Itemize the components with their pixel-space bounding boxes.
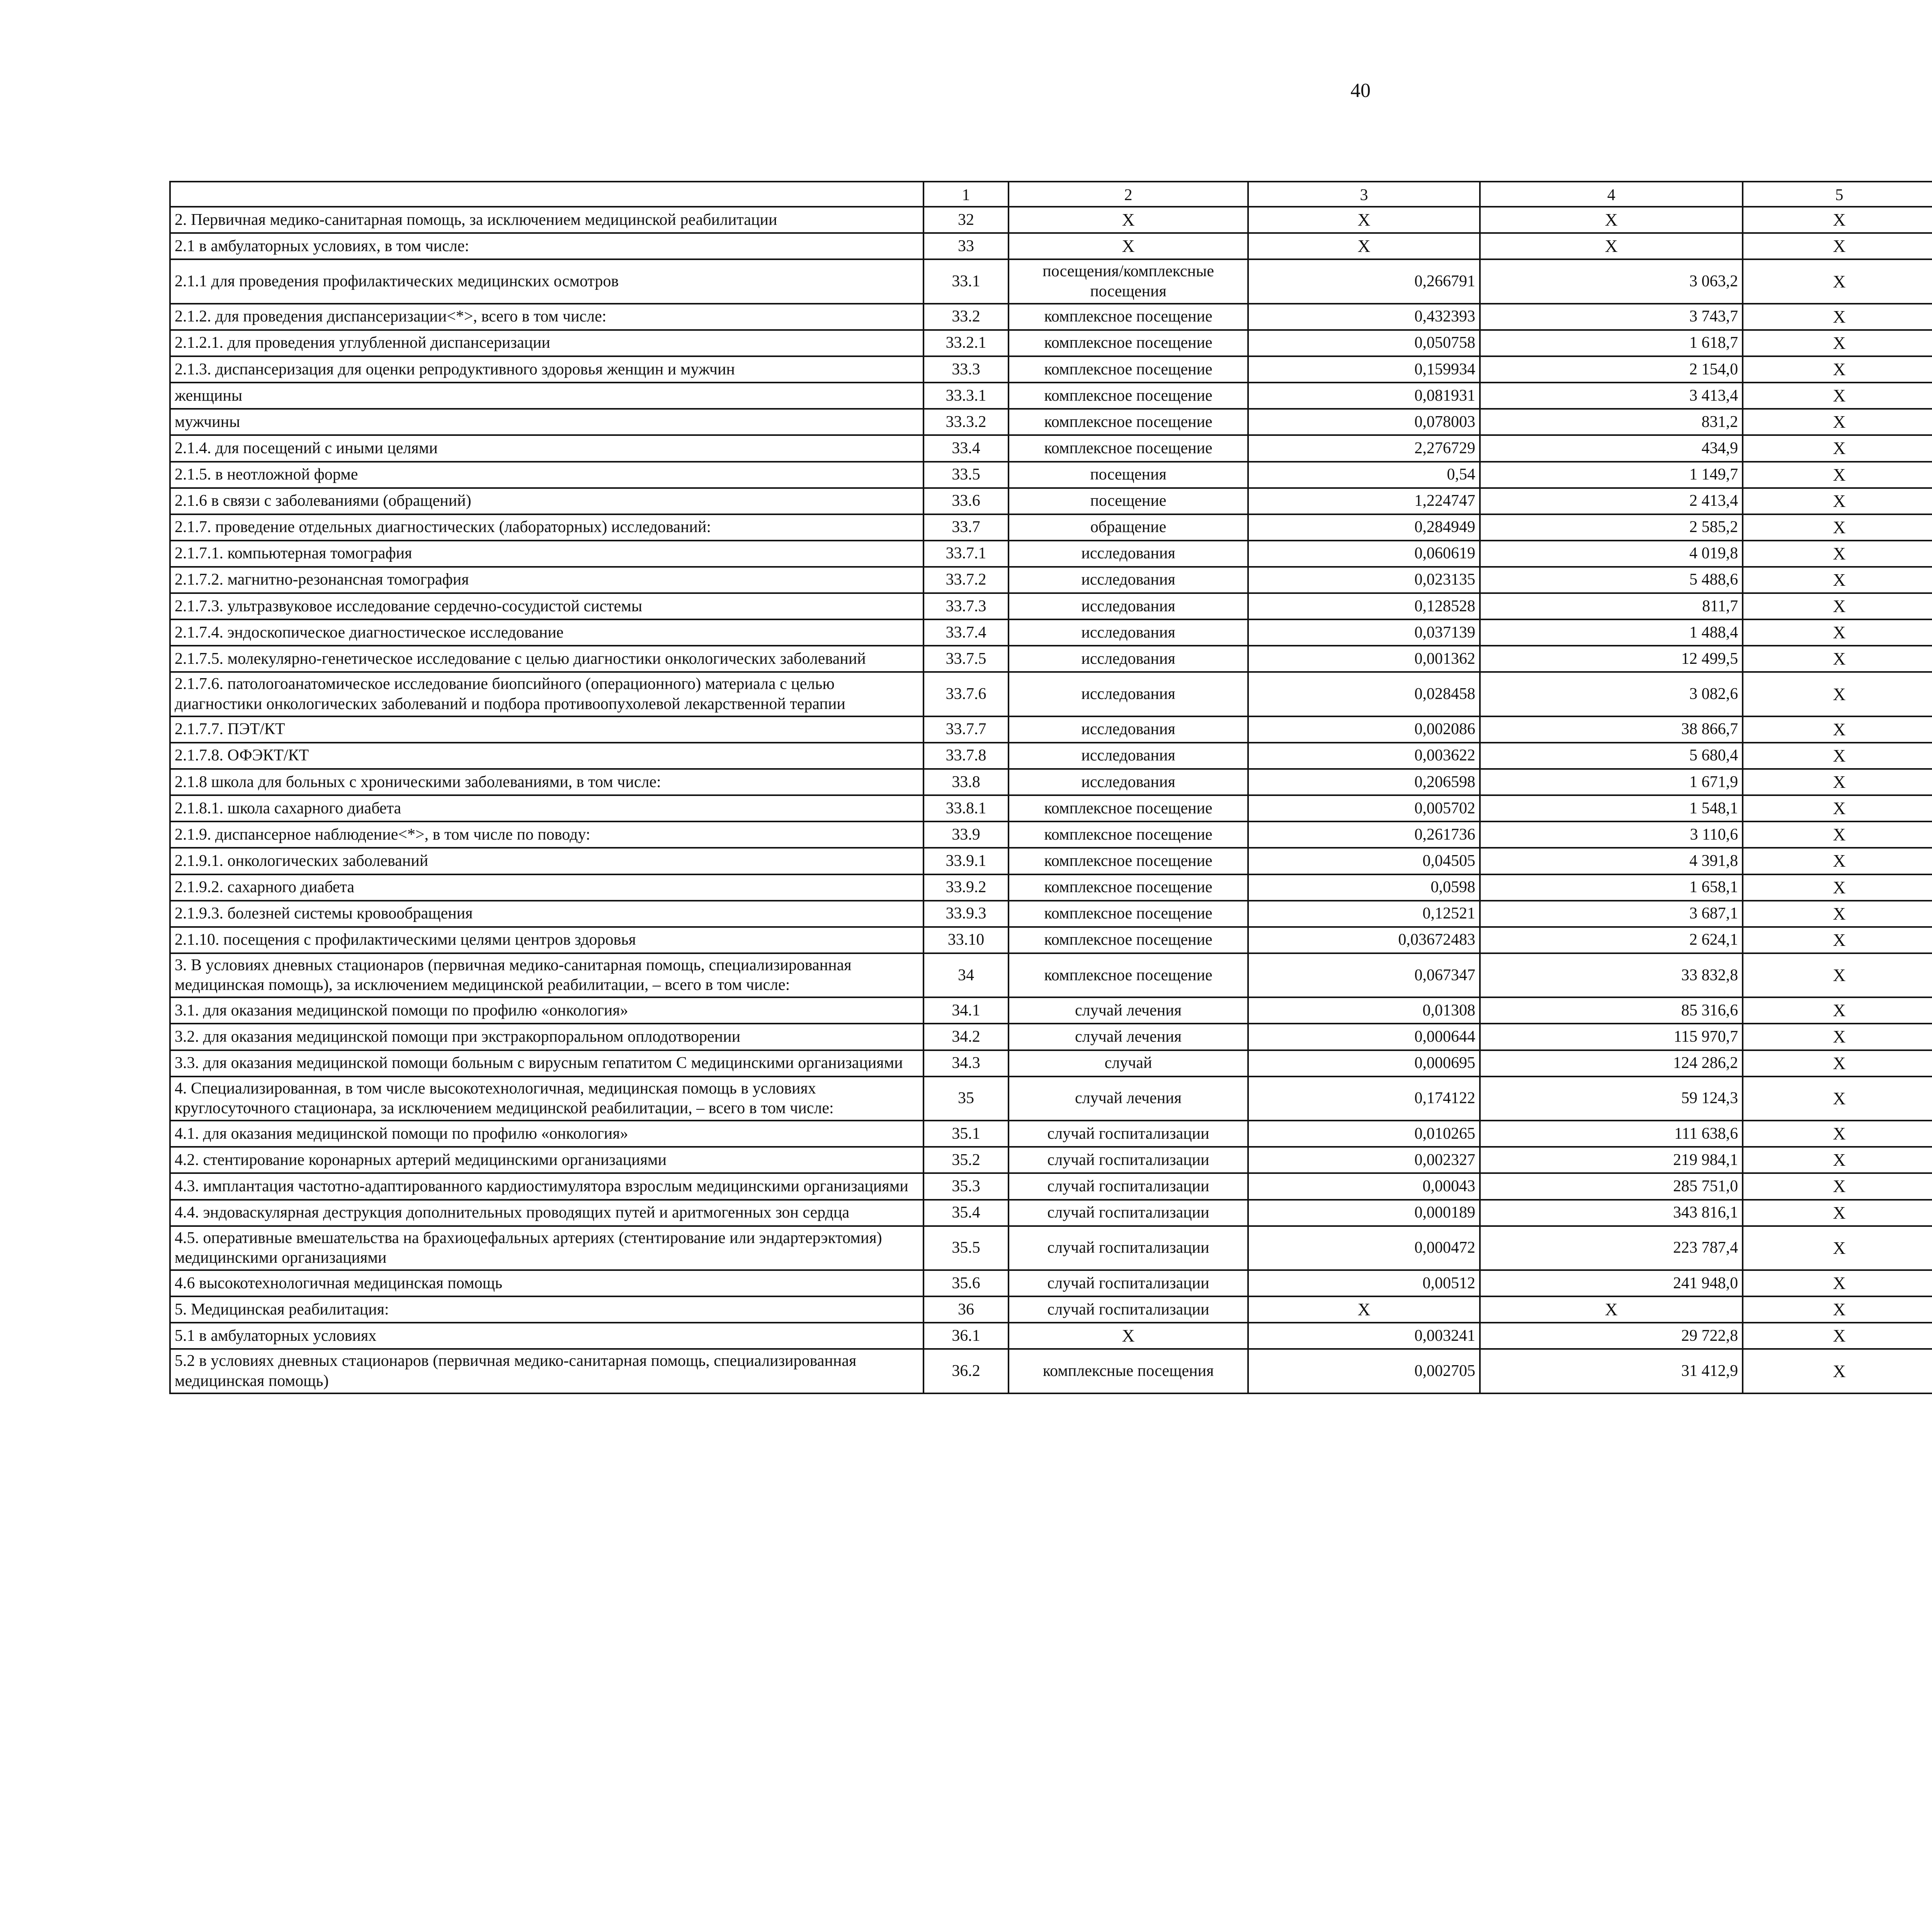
- cell-name: 3.3. для оказания медицинской помощи больным с вирусным гепатитом С медицинскими организациями: [170, 1050, 923, 1077]
- cell-name: 2.1.1 для проведения профилактических медицинских осмотров: [170, 259, 923, 303]
- cell-volume: 0,060619: [1248, 541, 1480, 567]
- cell-code: 34.2: [923, 1024, 1009, 1050]
- cell-volume: 0,002327: [1248, 1147, 1480, 1173]
- cell-unit: комплексное посещение: [1009, 409, 1248, 435]
- cell-c5: X: [1743, 848, 1932, 874]
- cell-code: 33.5: [923, 462, 1009, 488]
- cell-c5: X: [1743, 716, 1932, 743]
- cell-name: 2.1.7.1. компьютерная томография: [170, 541, 923, 567]
- cell-cost: 5 680,4: [1480, 743, 1743, 769]
- cell-volume: 0,00512: [1248, 1270, 1480, 1296]
- cell-code: 33.9.2: [923, 874, 1009, 901]
- cell-unit: исследования: [1009, 769, 1248, 795]
- cell-c5: X: [1743, 1323, 1932, 1349]
- cell-name: 3. В условиях дневных стационаров (первичная медико-санитарная помощь, специализированная медицинская помощь), за исключением медицинской реабилитации, – всего в том числе:: [170, 953, 923, 997]
- table-row: [170, 330, 1932, 356]
- cell-cost: 1 671,9: [1480, 769, 1743, 795]
- cell-volume: X: [1248, 233, 1480, 259]
- table-row: [170, 743, 1932, 769]
- cell-volume: 0,028458: [1248, 672, 1480, 716]
- header-cell-5: 5: [1743, 182, 1932, 207]
- table-row: [170, 1173, 1932, 1199]
- cell-code: 33.9: [923, 821, 1009, 848]
- cell-code: 36.1: [923, 1323, 1009, 1349]
- cell-volume: 0,010265: [1248, 1121, 1480, 1147]
- cell-name: 4.5. оперативные вмешательства на брахиоцефальных артериях (стентирование или эндартерэктомия) медицинскими организациями: [170, 1226, 923, 1270]
- table-row: [170, 488, 1932, 514]
- cell-cost: 2 413,4: [1480, 488, 1743, 514]
- cell-unit: посещения/комплексные посещения: [1009, 259, 1248, 303]
- cell-c5: X: [1743, 514, 1932, 541]
- table-row: [170, 567, 1932, 593]
- cell-cost: X: [1480, 233, 1743, 259]
- cell-name: 2.1.7.3. ультразвуковое исследование сердечно-сосудистой системы: [170, 593, 923, 619]
- cell-code: 34.1: [923, 997, 1009, 1024]
- cell-c5: X: [1743, 233, 1932, 259]
- cell-name: 4.3. имплантация частотно-адаптированного кардиостимулятора взрослым медицинскими организациями: [170, 1173, 923, 1199]
- table-row: [170, 927, 1932, 953]
- table-row: [170, 383, 1932, 409]
- cell-unit: случай лечения: [1009, 997, 1248, 1024]
- table-row: [170, 901, 1932, 927]
- cell-name: 2.1.7.6. патологоанатомическое исследование биопсийного (операционного) материала с целью диагностики онкологических заболеваний и подбора противоопухолевой лекарственной терапии: [170, 672, 923, 716]
- header-cell-0: [170, 182, 923, 207]
- cell-cost: 223 787,4: [1480, 1226, 1743, 1270]
- table-row: [170, 716, 1932, 743]
- cell-name: 3.2. для оказания медицинской помощи при экстракорпоральном оплодотворении: [170, 1024, 923, 1050]
- header-cell-3: 3: [1248, 182, 1480, 207]
- cell-c5: X: [1743, 435, 1932, 461]
- cell-name: 4.6 высокотехнологичная медицинская помощь: [170, 1270, 923, 1296]
- cell-code: 35.4: [923, 1200, 1009, 1226]
- cell-code: 33.4: [923, 435, 1009, 461]
- cell-name: 2.1.7.2. магнитно-резонансная томография: [170, 567, 923, 593]
- cell-name: 2.1.9.3. болезней системы кровообращения: [170, 901, 923, 927]
- cell-code: 34: [923, 953, 1009, 997]
- cell-volume: 0,001362: [1248, 646, 1480, 672]
- cell-c5: X: [1743, 304, 1932, 330]
- cell-code: 33.7.6: [923, 672, 1009, 716]
- cell-volume: 0,005702: [1248, 795, 1480, 821]
- cell-unit: случай госпитализации: [1009, 1226, 1248, 1270]
- cell-code: 33: [923, 233, 1009, 259]
- cell-volume: 0,037139: [1248, 619, 1480, 646]
- cell-cost: 285 751,0: [1480, 1173, 1743, 1199]
- cell-cost: 3 063,2: [1480, 259, 1743, 303]
- cell-volume: 0,081931: [1248, 383, 1480, 409]
- cell-name: 2.1.10. посещения с профилактическими целями центров здоровья: [170, 927, 923, 953]
- cell-name: 2.1.5. в неотложной форме: [170, 462, 923, 488]
- cell-c5: X: [1743, 356, 1932, 383]
- cell-unit: исследования: [1009, 646, 1248, 672]
- cell-unit: исследования: [1009, 619, 1248, 646]
- cell-name: 2.1 в амбулаторных условиях, в том числе:: [170, 233, 923, 259]
- table-row: [170, 462, 1932, 488]
- table-row: [170, 1270, 1932, 1296]
- cell-volume: 0,03672483: [1248, 927, 1480, 953]
- table-row: [170, 1077, 1932, 1121]
- cell-cost: 2 585,2: [1480, 514, 1743, 541]
- table-row: [170, 514, 1932, 541]
- cell-cost: 31 412,9: [1480, 1349, 1743, 1393]
- cell-c5: X: [1743, 1226, 1932, 1270]
- table-row: [170, 541, 1932, 567]
- cell-cost: 1 658,1: [1480, 874, 1743, 901]
- cell-volume: 0,159934: [1248, 356, 1480, 383]
- cell-name: 2. Первичная медико-санитарная помощь, за исключением медицинской реабилитации: [170, 207, 923, 233]
- cell-volume: 0,000472: [1248, 1226, 1480, 1270]
- cell-cost: 1 149,7: [1480, 462, 1743, 488]
- cell-unit: комплексное посещение: [1009, 901, 1248, 927]
- cell-unit: случай лечения: [1009, 1024, 1248, 1050]
- cell-cost: 4 019,8: [1480, 541, 1743, 567]
- cell-name: 2.1.7.5. молекулярно-генетическое исследование с целью диагностики онкологических заболеваний: [170, 646, 923, 672]
- cell-name: 2.1.9.1. онкологических заболеваний: [170, 848, 923, 874]
- cell-name: 5.1 в амбулаторных условиях: [170, 1323, 923, 1349]
- cell-unit: случай госпитализации: [1009, 1147, 1248, 1173]
- cell-c5: X: [1743, 593, 1932, 619]
- cell-code: 36: [923, 1296, 1009, 1323]
- cell-c5: X: [1743, 330, 1932, 356]
- cell-code: 33.8: [923, 769, 1009, 795]
- cell-c5: X: [1743, 207, 1932, 233]
- cell-c5: X: [1743, 927, 1932, 953]
- cell-unit: комплексное посещение: [1009, 848, 1248, 874]
- cell-name: 2.1.7.4. эндоскопическое диагностическое исследование: [170, 619, 923, 646]
- cell-c5: X: [1743, 1349, 1932, 1393]
- cell-volume: 0,266791: [1248, 259, 1480, 303]
- cell-cost: 3 687,1: [1480, 901, 1743, 927]
- header-cell-1: 1: [923, 182, 1009, 207]
- cell-unit: случай госпитализации: [1009, 1200, 1248, 1226]
- table-row: [170, 997, 1932, 1024]
- cell-c5: X: [1743, 821, 1932, 848]
- cell-unit: комплексное посещение: [1009, 953, 1248, 997]
- cell-code: 36.2: [923, 1349, 1009, 1393]
- cell-unit: случай: [1009, 1050, 1248, 1077]
- cell-volume: 0,128528: [1248, 593, 1480, 619]
- cell-volume: 0,206598: [1248, 769, 1480, 795]
- cell-c5: X: [1743, 488, 1932, 514]
- table-row: [170, 1323, 1932, 1349]
- cell-unit: исследования: [1009, 541, 1248, 567]
- cell-cost: X: [1480, 207, 1743, 233]
- cell-cost: 1 618,7: [1480, 330, 1743, 356]
- cell-volume: 0,002705: [1248, 1349, 1480, 1393]
- cell-unit: случай госпитализации: [1009, 1296, 1248, 1323]
- cell-name: 2.1.8.1. школа сахарного диабета: [170, 795, 923, 821]
- cell-name: 4.2. стентирование коронарных артерий медицинскими организациями: [170, 1147, 923, 1173]
- cell-code: 33.9.1: [923, 848, 1009, 874]
- table-row: [170, 259, 1932, 303]
- table-row: [170, 1121, 1932, 1147]
- cell-c5: X: [1743, 1024, 1932, 1050]
- cell-cost: 3 413,4: [1480, 383, 1743, 409]
- table-row: [170, 1050, 1932, 1077]
- cell-c5: X: [1743, 1270, 1932, 1296]
- cell-code: 33.8.1: [923, 795, 1009, 821]
- cell-code: 33.9.3: [923, 901, 1009, 927]
- cell-cost: 59 124,3: [1480, 1077, 1743, 1121]
- cell-volume: 0,01308: [1248, 997, 1480, 1024]
- cell-name: 2.1.9.2. сахарного диабета: [170, 874, 923, 901]
- cell-c5: X: [1743, 953, 1932, 997]
- cell-volume: 0,067347: [1248, 953, 1480, 997]
- table-row: [170, 1024, 1932, 1050]
- cell-c5: X: [1743, 874, 1932, 901]
- cell-code: 35: [923, 1077, 1009, 1121]
- cell-volume: X: [1248, 1296, 1480, 1323]
- cell-unit: комплексные посещения: [1009, 1349, 1248, 1393]
- table-row: [170, 409, 1932, 435]
- page-number: 40: [1350, 80, 1371, 102]
- cell-unit: комплексное посещение: [1009, 383, 1248, 409]
- table-row: [170, 1147, 1932, 1173]
- cell-unit: случай госпитализации: [1009, 1173, 1248, 1199]
- cell-volume: 0,000189: [1248, 1200, 1480, 1226]
- cell-volume: 0,003241: [1248, 1323, 1480, 1349]
- cell-code: 33.7.7: [923, 716, 1009, 743]
- cell-cost: 4 391,8: [1480, 848, 1743, 874]
- cell-code: 35.6: [923, 1270, 1009, 1296]
- cell-cost: 29 722,8: [1480, 1323, 1743, 1349]
- cell-code: 35.3: [923, 1173, 1009, 1199]
- cell-unit: исследования: [1009, 567, 1248, 593]
- cell-name: 3.1. для оказания медицинской помощи по профилю «онкология»: [170, 997, 923, 1024]
- cell-code: 34.3: [923, 1050, 1009, 1077]
- cell-name: 2.1.6 в связи с заболеваниями (обращений): [170, 488, 923, 514]
- cell-c5: X: [1743, 1121, 1932, 1147]
- cell-cost: 115 970,7: [1480, 1024, 1743, 1050]
- cell-c5: X: [1743, 901, 1932, 927]
- cell-c5: X: [1743, 462, 1932, 488]
- cell-cost: 3 082,6: [1480, 672, 1743, 716]
- cell-c5: X: [1743, 1050, 1932, 1077]
- cell-unit: обращение: [1009, 514, 1248, 541]
- cell-volume: 0,000695: [1248, 1050, 1480, 1077]
- cell-volume: 2,276729: [1248, 435, 1480, 461]
- cell-cost: 5 488,6: [1480, 567, 1743, 593]
- cell-cost: 1 488,4: [1480, 619, 1743, 646]
- cell-name: 2.1.9. диспансерное наблюдение<*>, в том числе по поводу:: [170, 821, 923, 848]
- cell-volume: 0,00043: [1248, 1173, 1480, 1199]
- cell-name: 2.1.3. диспансеризация для оценки репродуктивного здоровья женщин и мужчин: [170, 356, 923, 383]
- cell-cost: 33 832,8: [1480, 953, 1743, 997]
- cell-volume: 0,12521: [1248, 901, 1480, 927]
- cell-name: 5.2 в условиях дневных стационаров (первичная медико-санитарная помощь, специализированная медицинская помощь): [170, 1349, 923, 1393]
- cell-unit: комплексное посещение: [1009, 874, 1248, 901]
- cell-code: 33.7.3: [923, 593, 1009, 619]
- cell-code: 33.3.2: [923, 409, 1009, 435]
- table-row: [170, 1296, 1932, 1323]
- cell-c5: X: [1743, 769, 1932, 795]
- cell-code: 35.5: [923, 1226, 1009, 1270]
- cell-code: 33.7.4: [923, 619, 1009, 646]
- cell-volume: 0,261736: [1248, 821, 1480, 848]
- cell-c5: X: [1743, 383, 1932, 409]
- cell-code: 33.7.2: [923, 567, 1009, 593]
- cell-unit: комплексное посещение: [1009, 304, 1248, 330]
- cell-c5: X: [1743, 997, 1932, 1024]
- cell-cost: 124 286,2: [1480, 1050, 1743, 1077]
- table-row: [170, 435, 1932, 461]
- cell-volume: 0,284949: [1248, 514, 1480, 541]
- cell-c5: X: [1743, 409, 1932, 435]
- cell-cost: 3 743,7: [1480, 304, 1743, 330]
- cell-name: 2.1.4. для посещений с иными целями: [170, 435, 923, 461]
- cell-volume: 0,432393: [1248, 304, 1480, 330]
- cell-name: 2.1.7.8. ОФЭКТ/КТ: [170, 743, 923, 769]
- cell-unit: посещения: [1009, 462, 1248, 488]
- table-row: [170, 233, 1932, 259]
- cell-unit: X: [1009, 233, 1248, 259]
- cell-unit: случай госпитализации: [1009, 1121, 1248, 1147]
- cell-cost: 219 984,1: [1480, 1147, 1743, 1173]
- cell-name: мужчины: [170, 409, 923, 435]
- cell-name: 2.1.7. проведение отдельных диагностических (лабораторных) исследований:: [170, 514, 923, 541]
- cell-volume: 0,003622: [1248, 743, 1480, 769]
- cell-cost: 343 816,1: [1480, 1200, 1743, 1226]
- cell-cost: 831,2: [1480, 409, 1743, 435]
- cell-name: 4. Специализированная, в том числе высокотехнологичная, медицинская помощь в условиях круглосуточного стационара, за исключением медицинской реабилитации, – всего в том числе:: [170, 1077, 923, 1121]
- cell-unit: комплексное посещение: [1009, 330, 1248, 356]
- table-row: [170, 1349, 1932, 1393]
- cell-code: 33.10: [923, 927, 1009, 953]
- table-row: [170, 795, 1932, 821]
- cell-cost: 85 316,6: [1480, 997, 1743, 1024]
- table-row: [170, 848, 1932, 874]
- cell-unit: случай госпитализации: [1009, 1270, 1248, 1296]
- cell-c5: X: [1743, 743, 1932, 769]
- cell-unit: исследования: [1009, 716, 1248, 743]
- cell-volume: 0,050758: [1248, 330, 1480, 356]
- cell-cost: 434,9: [1480, 435, 1743, 461]
- cell-code: 35.2: [923, 1147, 1009, 1173]
- cell-c5: X: [1743, 1200, 1932, 1226]
- medical-care-table: [169, 181, 1932, 1394]
- cell-cost: 811,7: [1480, 593, 1743, 619]
- cell-volume: 0,54: [1248, 462, 1480, 488]
- cell-unit: посещение: [1009, 488, 1248, 514]
- cell-c5: X: [1743, 672, 1932, 716]
- cell-cost: 111 638,6: [1480, 1121, 1743, 1147]
- cell-code: 33.2.1: [923, 330, 1009, 356]
- cell-code: 32: [923, 207, 1009, 233]
- cell-volume: 0,002086: [1248, 716, 1480, 743]
- table-row: [170, 619, 1932, 646]
- table-row: [170, 874, 1932, 901]
- cell-code: 33.7.8: [923, 743, 1009, 769]
- cell-unit: X: [1009, 207, 1248, 233]
- cell-unit: X: [1009, 1323, 1248, 1349]
- cell-volume: 0,078003: [1248, 409, 1480, 435]
- cell-code: 33.3: [923, 356, 1009, 383]
- header-cell-4: 4: [1480, 182, 1743, 207]
- cell-cost: 241 948,0: [1480, 1270, 1743, 1296]
- cell-unit: комплексное посещение: [1009, 356, 1248, 383]
- table-row: [170, 821, 1932, 848]
- cell-name: 2.1.8 школа для больных с хроническими заболеваниями, в том числе:: [170, 769, 923, 795]
- cell-name: 2.1.7.7. ПЭТ/КТ: [170, 716, 923, 743]
- cell-unit: случай лечения: [1009, 1077, 1248, 1121]
- cell-unit: комплексное посещение: [1009, 927, 1248, 953]
- cell-name: 4.4. эндоваскулярная деструкция дополнительных проводящих путей и аритмогенных зон сердца: [170, 1200, 923, 1226]
- cell-unit: комплексное посещение: [1009, 435, 1248, 461]
- cell-cost: 3 110,6: [1480, 821, 1743, 848]
- cell-c5: X: [1743, 619, 1932, 646]
- cell-unit: исследования: [1009, 672, 1248, 716]
- cell-code: 33.1: [923, 259, 1009, 303]
- table-row: [170, 304, 1932, 330]
- cell-name: 5. Медицинская реабилитация:: [170, 1296, 923, 1323]
- cell-unit: исследования: [1009, 593, 1248, 619]
- table-header-row: [170, 182, 1932, 207]
- cell-unit: комплексное посещение: [1009, 795, 1248, 821]
- cell-volume: 0,023135: [1248, 567, 1480, 593]
- cell-code: 33.6: [923, 488, 1009, 514]
- cell-unit: исследования: [1009, 743, 1248, 769]
- cell-code: 35.1: [923, 1121, 1009, 1147]
- cell-code: 33.3.1: [923, 383, 1009, 409]
- header-cell-2: 2: [1009, 182, 1248, 207]
- cell-c5: X: [1743, 259, 1932, 303]
- cell-c5: X: [1743, 567, 1932, 593]
- cell-volume: 0,0598: [1248, 874, 1480, 901]
- cell-c5: X: [1743, 1296, 1932, 1323]
- table-row: [170, 646, 1932, 672]
- cell-name: 2.1.2. для проведения диспансеризации<*>, всего в том числе:: [170, 304, 923, 330]
- cell-cost: 1 548,1: [1480, 795, 1743, 821]
- cell-c5: X: [1743, 541, 1932, 567]
- cell-volume: 0,000644: [1248, 1024, 1480, 1050]
- table-row: [170, 953, 1932, 997]
- cell-volume: X: [1248, 207, 1480, 233]
- cell-volume: 0,174122: [1248, 1077, 1480, 1121]
- table-row: [170, 1226, 1932, 1270]
- cell-volume: 1,224747: [1248, 488, 1480, 514]
- cell-volume: 0,04505: [1248, 848, 1480, 874]
- cell-cost: 38 866,7: [1480, 716, 1743, 743]
- table-row: [170, 207, 1932, 233]
- cell-cost: 2 154,0: [1480, 356, 1743, 383]
- cell-code: 33.7.5: [923, 646, 1009, 672]
- table-row: [170, 1200, 1932, 1226]
- cell-c5: X: [1743, 1173, 1932, 1199]
- cell-cost: 12 499,5: [1480, 646, 1743, 672]
- cell-cost: X: [1480, 1296, 1743, 1323]
- table-row: [170, 356, 1932, 383]
- cell-c5: X: [1743, 795, 1932, 821]
- cell-c5: X: [1743, 646, 1932, 672]
- cell-name: женщины: [170, 383, 923, 409]
- table-row: [170, 672, 1932, 716]
- cell-code: 33.7: [923, 514, 1009, 541]
- table-row: [170, 593, 1932, 619]
- cell-code: 33.2: [923, 304, 1009, 330]
- cell-unit: комплексное посещение: [1009, 821, 1248, 848]
- cell-c5: X: [1743, 1147, 1932, 1173]
- cell-code: 33.7.1: [923, 541, 1009, 567]
- cell-cost: 2 624,1: [1480, 927, 1743, 953]
- table-row: [170, 769, 1932, 795]
- cell-c5: X: [1743, 1077, 1932, 1121]
- cell-name: 4.1. для оказания медицинской помощи по профилю «онкология»: [170, 1121, 923, 1147]
- cell-name: 2.1.2.1. для проведения углубленной диспансеризации: [170, 330, 923, 356]
